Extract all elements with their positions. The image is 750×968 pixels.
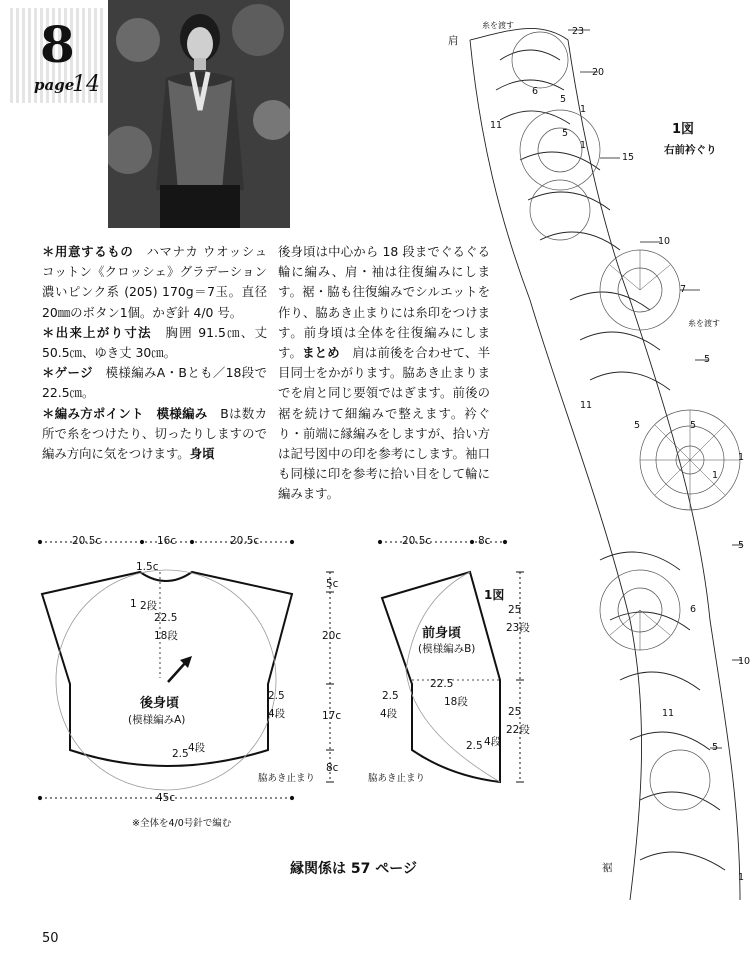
row-marker-5c: 5 xyxy=(712,742,719,753)
back-neck-depth: 1.5c xyxy=(136,561,159,573)
back-top-dim-2: 16c xyxy=(157,535,177,547)
front-hem-rows: 4段 xyxy=(484,736,502,748)
pattern-label: 模様編み xyxy=(156,405,208,421)
size-section xyxy=(42,323,267,363)
front-right-rows-bottom: 22段 xyxy=(506,724,530,736)
front-body-title: 前身頃 xyxy=(422,626,462,641)
page-reference: 14 xyxy=(72,72,100,97)
gauge-body: 模様編みA・Bとも／18段で 22.5㎝。 xyxy=(42,365,267,401)
back-body-title: 後身頃 xyxy=(140,696,180,711)
chart-num-11: 6 xyxy=(690,604,697,615)
model-photo xyxy=(108,0,290,228)
front-fig-ref: 1図 xyxy=(484,588,505,602)
front-top-dim-1: 20.5c xyxy=(402,535,432,547)
chart-num-4: 11 xyxy=(490,120,503,131)
chart-shoulder-label: 肩 xyxy=(448,35,459,47)
back-side-rows: 4段 xyxy=(268,708,286,720)
back-neck-rows-b: 2段 xyxy=(140,600,158,612)
chart-fig-label: 1図 xyxy=(672,122,695,137)
row-marker-5b: 5 xyxy=(738,540,745,551)
back-right-dim-1: 5c xyxy=(326,578,339,590)
row-marker-10: 10 xyxy=(658,236,671,247)
pattern-body: Bは数カ所で糸をつけたり、切ったりしますので編み方向に気をつけます。 xyxy=(42,405,267,462)
chart-num-6: 1 xyxy=(580,140,587,151)
row-marker-7: 7 xyxy=(680,284,687,295)
back-top-dim-1: 20.5c xyxy=(72,535,102,547)
back-opening-note: 脇あき止まり xyxy=(258,773,316,784)
front-hem-dim: 2.5 xyxy=(466,740,483,752)
page-word: page xyxy=(34,76,75,94)
front-right-dim-bottom: 25 xyxy=(508,706,522,718)
row-marker-15: 15 xyxy=(622,152,635,163)
row-marker-1a: 1 xyxy=(738,452,745,463)
chart-fig-title: 右前衿ぐり xyxy=(664,144,717,156)
front-left-rows: 4段 xyxy=(380,708,398,720)
chart-hem-label: 裾 xyxy=(602,862,613,874)
chart-num-8: 11 xyxy=(580,400,593,411)
back-right-dim-3: 17c xyxy=(322,710,342,722)
chart-num-7: 5 xyxy=(634,420,641,431)
body-label: 身頃 xyxy=(189,446,215,462)
back-hem-dim: 2.5 xyxy=(172,748,189,760)
back-right-dim-4: 8c xyxy=(326,762,339,774)
front-right-dim-top: 25 xyxy=(508,604,522,616)
size-heading: ＊出来上がり寸法 xyxy=(42,324,152,340)
front-body-subtitle: (模様編みB) xyxy=(418,643,476,655)
front-opening-note: 脇あき止まり xyxy=(368,773,426,784)
back-top-dim-3: 20.5c xyxy=(230,535,260,547)
footer-reference: 縁関係は 57 ページ xyxy=(290,861,417,877)
back-width: 45c xyxy=(156,792,176,804)
finish-label: まとめ xyxy=(302,345,340,361)
back-right-dim-2: 20c xyxy=(322,630,342,642)
chart-num-2: 5 xyxy=(560,94,567,105)
back-hem-rows: 4段 xyxy=(188,742,206,754)
front-radius: 22.5 xyxy=(430,678,454,690)
materials-body: ハマナカ ウオッシュコットン《クロッシェ》グラデーション 濃いピンク系 (205) 170g＝7玉。直径 20㎜のボタン1個。かぎ針 4/0 号。 xyxy=(42,244,268,320)
chart-num-9: 5 xyxy=(690,420,697,431)
back-radius: 22.5 xyxy=(154,612,178,624)
row-marker-5a: 5 xyxy=(704,354,711,365)
back-side-dim: 2.5 xyxy=(268,690,285,702)
gauge-section xyxy=(42,363,267,403)
hook-note: ※全体を4/0号針で編む xyxy=(132,818,232,829)
row-marker-20: 20 xyxy=(592,67,605,78)
chart-num-10: 1 xyxy=(712,470,719,481)
chart-attach-yarn-2: 糸を渡す xyxy=(688,319,720,328)
page-number: 50 xyxy=(42,931,59,946)
chart-num-12: 11 xyxy=(662,708,675,719)
row-marker-23: 23 xyxy=(572,26,585,37)
finish-text: 肩は前後を合わせて、半目同士をかがります。脇あき止まりまでを肩と同じ要領ではぎます。前後の裾を続けて細編みで整えます。衿ぐり・前端に縁編みをしますが、拾い方は記号図中の印を参考にします。袖口も同様に印を参考に拾い目をして輪に編みます。 xyxy=(278,345,491,502)
points-section xyxy=(42,404,267,465)
front-right-rows-top: 23段 xyxy=(506,622,530,634)
instructions-column-1 xyxy=(42,242,267,464)
gauge-heading: ＊ゲージ xyxy=(42,365,93,381)
size-body: 胸囲 91.5㎝、丈 50.5㎝、ゆき丈 30㎝。 xyxy=(42,324,268,361)
front-radius-rows: 18段 xyxy=(444,696,468,708)
row-marker-1b: 1 xyxy=(738,872,745,883)
chart-num-5: 5 xyxy=(562,128,569,139)
back-body-subtitle: (模様編みA) xyxy=(128,714,186,726)
chart-attach-yarn: 糸を渡す xyxy=(482,21,514,30)
materials-heading: ＊用意するもの xyxy=(42,244,134,259)
points-heading: ＊編み方ポイント xyxy=(42,405,144,421)
photo-illustration xyxy=(108,0,290,228)
materials-section xyxy=(42,242,267,323)
chart-num-1: 6 xyxy=(532,86,539,97)
crochet-chart xyxy=(440,0,750,930)
body-text: 後身頃は中心から 18 段までぐるぐる輪に編み、肩・袖は往復編みにします。裾・脇も往復編みでシルエットを作り、脇あき止まりには糸印をつけます。前身頃は全体を往復編みにします。 xyxy=(278,244,490,361)
back-neck-rows-a: 1 xyxy=(130,598,137,610)
front-left-dim: 2.5 xyxy=(382,690,399,702)
front-top-dim-2: 8c xyxy=(478,535,491,547)
row-marker-10b: 10 xyxy=(738,656,750,667)
back-radius-rows: 18段 xyxy=(154,630,178,642)
chart-num-3: 1 xyxy=(580,104,587,115)
pattern-number: 8 xyxy=(40,15,75,74)
